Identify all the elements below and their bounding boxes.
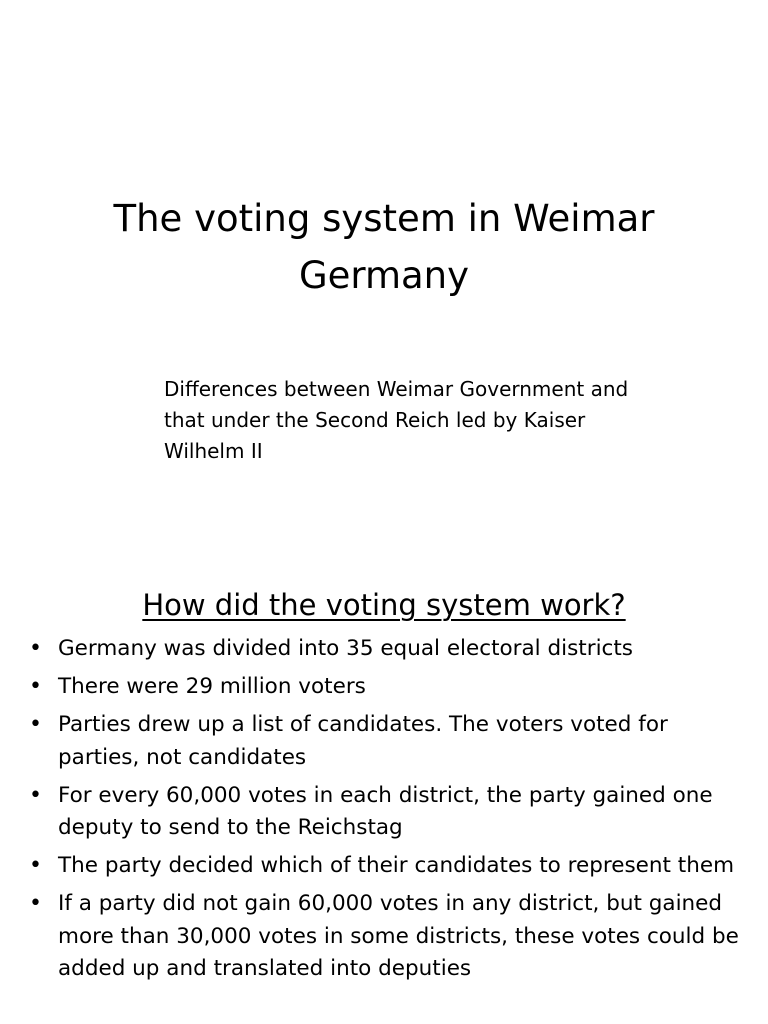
bullet-icon: •: [29, 712, 42, 737]
bullet-item: [0, 888, 768, 986]
bullet-item: [0, 709, 768, 774]
bullet-text: The party decided which of their candidates to represent them: [58, 853, 735, 878]
bullet-text: There were 29 million voters: [58, 674, 366, 699]
bullet-icon: •: [29, 853, 42, 878]
bullet-item: [0, 850, 768, 883]
bullet-text: Germany was divided into 35 equal electoral districts: [58, 636, 633, 661]
bullet-item: [0, 780, 768, 845]
bullet-text: For every 60,000 votes in each district, the party gained one deputy to send to the Reichstag: [58, 782, 713, 840]
bullet-icon: •: [29, 674, 42, 699]
slide-subtitle: Differences between Weimar Government and that under the Second Reich led by Kaiser Wilhelm II: [164, 377, 629, 463]
bullet-text: If a party did not gain 60,000 votes in any district, but gained more than 30,000 votes in some districts, these votes could be added up and translated into deputies: [58, 891, 739, 981]
bullet-item: [0, 671, 768, 704]
bullet-list: [0, 633, 768, 991]
bullet-item: [0, 633, 768, 666]
bullet-icon: •: [29, 891, 42, 916]
bullet-icon: •: [29, 636, 42, 661]
bullet-text: Parties drew up a list of candidates. The voters voted for parties, not candidates: [58, 712, 668, 770]
bullet-icon: •: [29, 782, 42, 808]
slide-title: The voting system in Weimar Germany: [113, 197, 655, 297]
section-heading: How did the voting system work?: [142, 588, 626, 622]
